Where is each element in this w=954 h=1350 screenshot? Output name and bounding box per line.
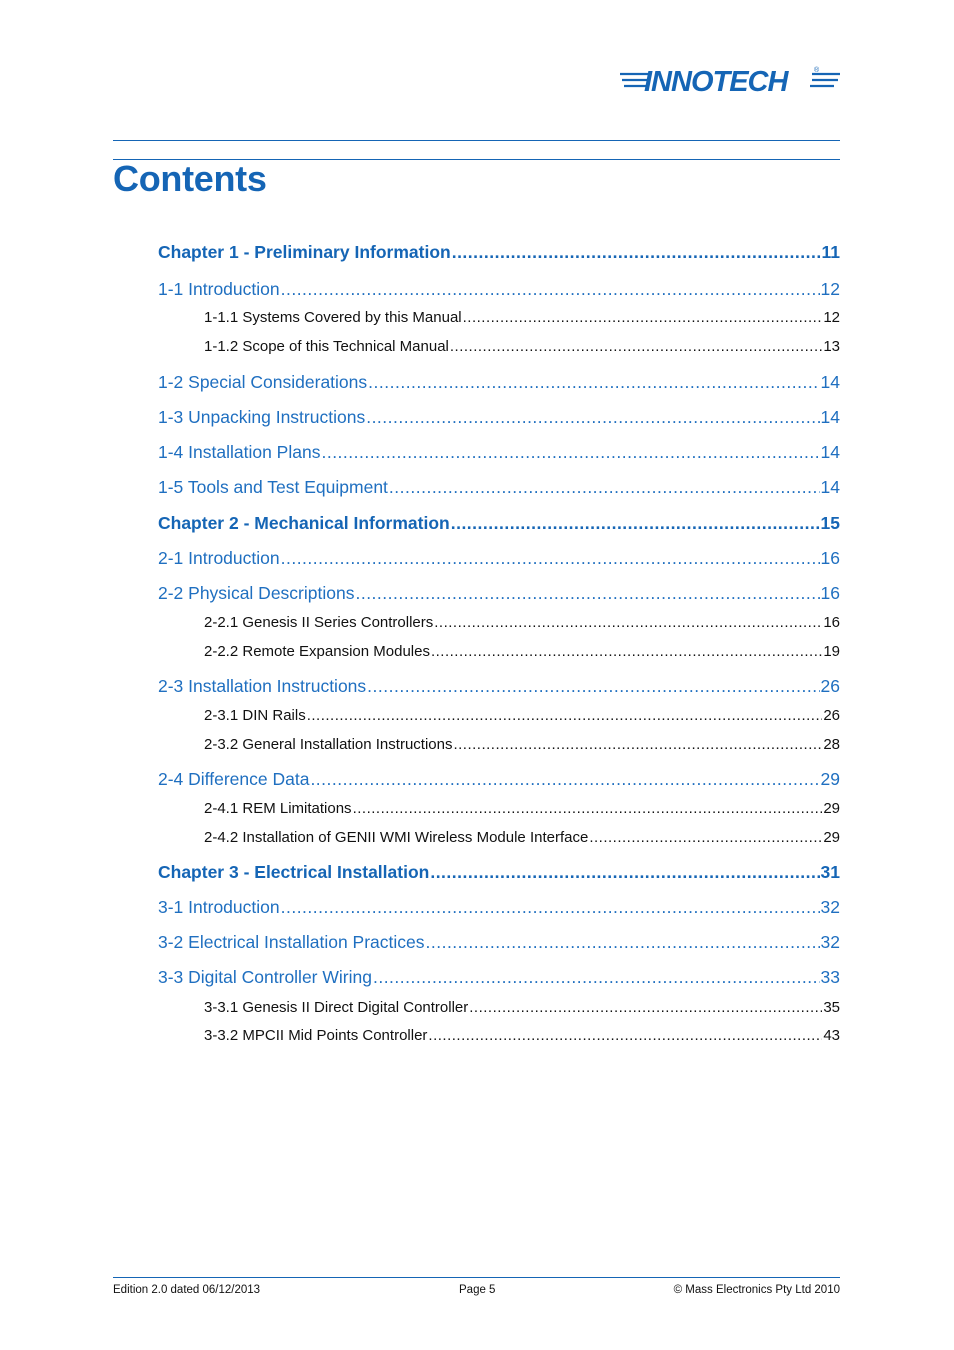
toc-dot-leader [428,1027,822,1044]
footer-edition: Edition 2.0 dated 06/12/2013 [113,1284,261,1296]
toc-entry-label: 3-2 Electrical Installation Practices [158,932,425,952]
toc-subsection-entry[interactable] [204,829,840,846]
toc-subsection-entry[interactable] [204,800,840,817]
svg-text:®: ® [814,67,820,74]
toc-section-entry[interactable] [158,407,840,428]
innotech-logo [620,62,842,96]
toc-entry-label: 2-2.1 Genesis II Series Controllers [204,614,434,631]
toc-entry-page: 16 [823,614,840,631]
toc-section-entry[interactable] [158,583,840,604]
toc-subsection-entry[interactable] [204,643,840,660]
toc-section-entry[interactable] [158,897,840,918]
toc-entry-label: 1-1 Introduction [158,279,280,299]
toc-subsection-entry[interactable] [204,707,840,724]
toc-entry-label: 3-3.2 MPCII Mid Points Controller [204,1027,428,1044]
toc-entry-label: 2-3 Installation Instructions [158,676,367,696]
toc-entry-page: 29 [820,769,840,789]
toc-dot-leader [310,769,819,790]
toc-entry-page: 11 [821,242,840,262]
toc-dot-leader [469,999,822,1016]
toc-entry-page: 12 [823,309,840,326]
toc-entry-label: 1-2 Special Considerations [158,372,368,392]
toc-subsection-entry[interactable] [204,736,840,753]
toc-entry-label: Chapter 2 - Mechanical Information [158,513,450,533]
toc-section-entry[interactable] [158,676,840,697]
toc-entry-label: 2-4 Difference Data [158,769,310,789]
toc-section-entry[interactable] [158,279,840,300]
toc-section-entry[interactable] [158,967,840,988]
toc-entry-page: 14 [820,477,840,497]
page-title: Contents [113,158,267,199]
toc-dot-leader [434,614,822,631]
toc-entry-page: 19 [823,643,840,660]
toc-chapter-entry[interactable] [158,862,840,883]
toc-section-entry[interactable] [158,372,840,393]
toc-subsection-entry[interactable] [204,614,840,631]
toc-entry-label: Chapter 1 - Preliminary Information [158,242,451,262]
toc-section-entry[interactable] [158,442,840,463]
footer-copyright: © Mass Electronics Pty Ltd 2010 [673,1284,840,1296]
toc-dot-leader [281,548,820,569]
toc-dot-leader [450,338,822,355]
toc-entry-page: 26 [820,676,840,696]
toc-entry-page: 29 [823,800,840,817]
toc-dot-leader [366,407,819,428]
toc-entry-page: 29 [823,829,840,846]
toc-entry-label: 3-3 Digital Controller Wiring [158,967,372,987]
toc-entry-page: 12 [820,279,840,299]
toc-entry-page: 32 [820,932,840,952]
toc-chapter-entry[interactable] [158,242,840,263]
toc-entry-label: 2-4.2 Installation of GENII WMI Wireless Module Interface [204,829,589,846]
toc-entry-page: 14 [820,442,840,462]
toc-entry-label: 2-1 Introduction [158,548,280,568]
header-rule-top [113,140,840,141]
toc-dot-leader [453,736,822,753]
toc-entry-page: 15 [820,513,840,533]
toc-dot-leader [451,513,820,534]
toc-subsection-entry[interactable] [204,1027,840,1044]
toc-section-entry[interactable] [158,548,840,569]
toc-dot-leader [373,967,820,988]
footer-page-number: Page 5 [459,1284,496,1296]
toc-section-entry[interactable] [158,769,840,790]
toc-dot-leader [452,242,821,263]
toc-dot-leader [430,862,819,883]
toc-dot-leader [389,477,820,498]
toc-entry-label: 3-3.1 Genesis II Direct Digital Controller [204,999,469,1016]
toc-dot-leader [281,897,820,918]
footer-rule [113,1277,840,1278]
toc-entry-page: 31 [820,862,840,882]
toc-entry-label: 2-3.1 DIN Rails [204,707,306,724]
toc-dot-leader [281,279,820,300]
toc-entry-label: Chapter 3 - Electrical Installation [158,862,430,882]
toc-dot-leader [321,442,819,463]
toc-dot-leader [589,829,822,846]
toc-entry-label: 1-3 Unpacking Instructions [158,407,366,427]
toc-entry-page: 13 [823,338,840,355]
toc-dot-leader [431,643,822,660]
toc-entry-label: 2-2.2 Remote Expansion Modules [204,643,430,660]
toc-dot-leader [368,372,819,393]
toc-entry-page: 26 [823,707,840,724]
toc-entry-page: 33 [820,967,840,987]
toc-dot-leader [426,932,820,953]
toc-entry-page: 14 [820,372,840,392]
toc-dot-leader [307,707,823,724]
toc-entry-page: 14 [820,407,840,427]
toc-subsection-entry[interactable] [204,309,840,326]
toc-entry-label: 3-1 Introduction [158,897,280,917]
toc-entry-label: 2-4.1 REM Limitations [204,800,352,817]
toc-entry-page: 16 [820,583,840,603]
toc-subsection-entry[interactable] [204,338,840,355]
toc-dot-leader [353,800,823,817]
toc-entry-label: 2-3.2 General Installation Instructions [204,736,453,753]
toc-entry-page: 16 [820,548,840,568]
toc-entry-label: 1-1.2 Scope of this Technical Manual [204,338,449,355]
toc-entry-page: 28 [823,736,840,753]
toc-dot-leader [355,583,819,604]
toc-entry-label: 1-5 Tools and Test Equipment [158,477,388,497]
toc-entry-page: 43 [823,1027,840,1044]
toc-dot-leader [367,676,819,697]
toc-entry-page: 32 [820,897,840,917]
toc-entry-label: 1-4 Installation Plans [158,442,321,462]
toc-section-entry[interactable] [158,932,840,953]
toc-section-entry[interactable] [158,477,840,498]
svg-text:INNOTECH: INNOTECH [644,66,788,96]
toc-entry-label: 1-1.1 Systems Covered by this Manual [204,309,462,326]
toc-dot-leader [463,309,823,326]
toc-entry-label: 2-2 Physical Descriptions [158,583,355,603]
toc-subsection-entry[interactable] [204,999,840,1016]
toc-chapter-entry[interactable] [158,513,840,534]
toc-entry-page: 35 [823,999,840,1016]
